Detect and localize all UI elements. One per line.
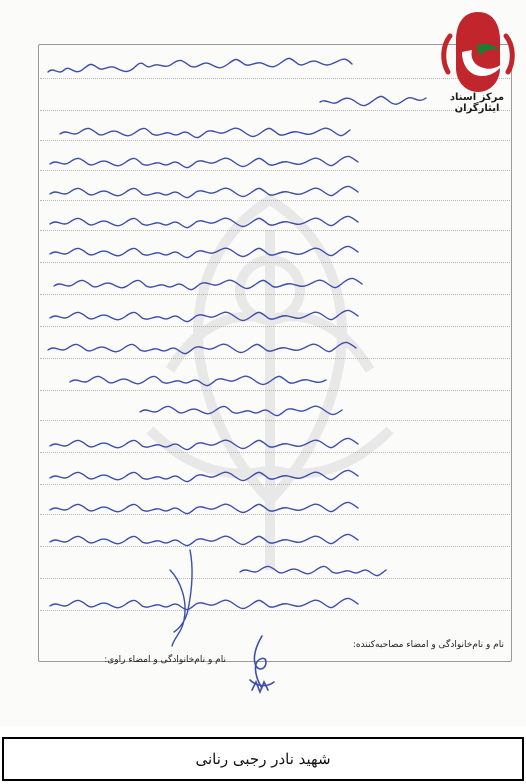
caption-box (2, 737, 524, 781)
logo-label: مرکز اسناد ایثارگران (449, 92, 505, 114)
narrator-signature-label: نام و نام‌خانوادگی و امضاء راوی: (104, 655, 226, 665)
handwritten-signature (232, 632, 292, 702)
interviewer-signature-label: نام و نام‌خانوادگی و امضاء مصاحبه‌کننده: (352, 640, 504, 650)
martyr-name-caption: شهید نادر رجبی رنانی (195, 750, 331, 768)
handwritten-text (40, 50, 510, 650)
